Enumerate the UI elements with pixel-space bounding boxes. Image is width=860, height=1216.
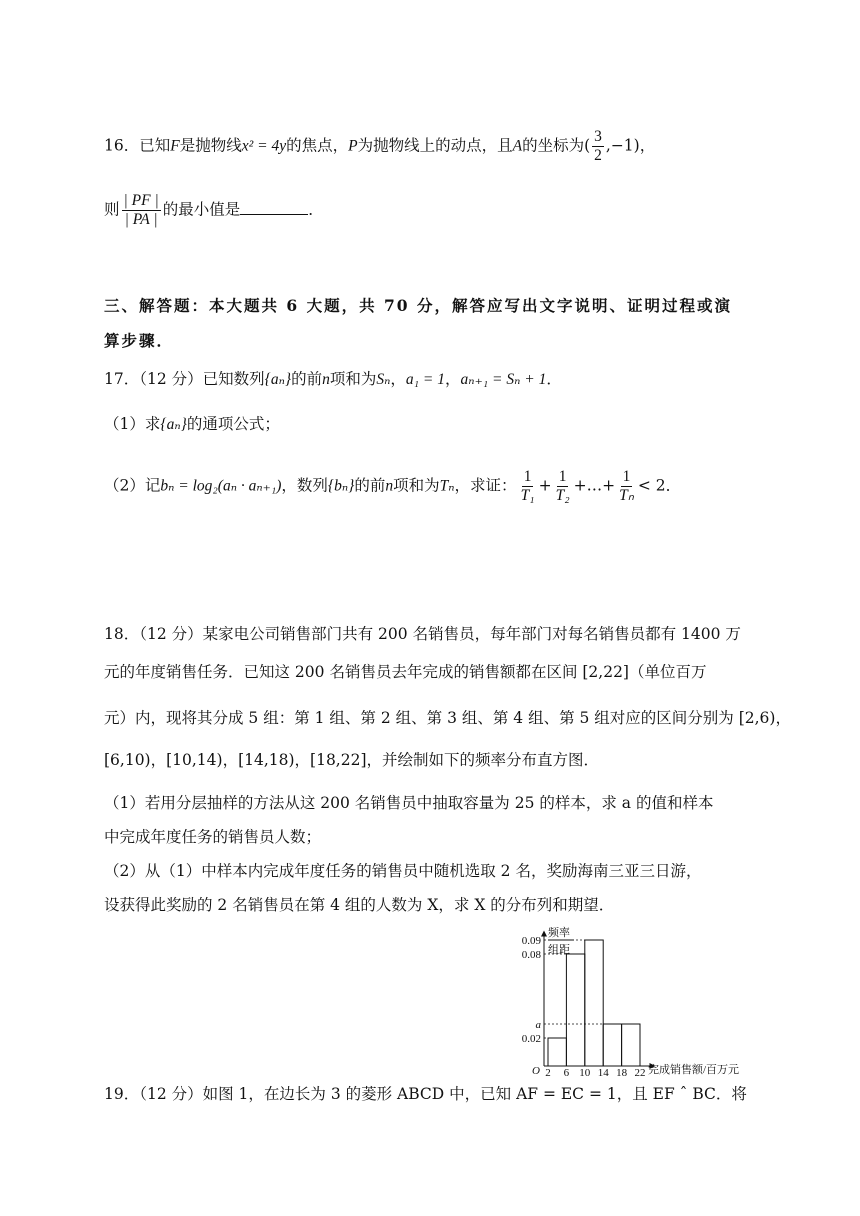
y-tick-label: 0.02: [521, 1033, 541, 1045]
sequence-b: {bₙ}: [327, 477, 355, 495]
section3-heading-cont: 算步骤．: [104, 331, 175, 350]
fraction-numerator: 1: [622, 468, 631, 485]
q16-text: ．: [308, 200, 324, 219]
fraction-denominator: 2: [594, 147, 602, 164]
q16-text: 的最小值是: [162, 200, 241, 219]
q16-line2: [104, 192, 324, 229]
q18-part1-line2: 中完成年度任务的销售员人数；: [104, 828, 322, 846]
y-label-bottom: 组距: [548, 944, 570, 956]
q16-text: 的坐标为: [522, 136, 585, 155]
histogram-bar: [585, 940, 603, 1066]
y-tick-label: 0.08: [521, 949, 541, 961]
q17-text: 的前: [291, 370, 323, 388]
y-label-top: 频率: [548, 927, 570, 939]
sequence-a: {aₙ}: [264, 371, 292, 388]
bn-definition: bₙ = log₂(aₙ · aₙ₊₁): [160, 477, 282, 495]
coord-open: (: [584, 136, 591, 155]
q16-text: 为抛物线上的动点，且: [357, 136, 513, 155]
q17-text: （1）求: [104, 415, 161, 433]
q17-text: （2）记: [104, 476, 161, 495]
fraction-numerator: 1: [558, 468, 567, 485]
fraction-numerator: 3: [594, 128, 602, 145]
q17-part2: [104, 468, 681, 505]
fraction-denominator: | PA |: [124, 211, 158, 228]
q18-part2-line1: （2）从（1）中样本内完成年度任务的销售员中随机选取 2 名，奖励海南三亚三日游，: [104, 862, 702, 880]
q16-text: 是抛物线: [179, 136, 242, 155]
q18-part1-line1: （1）若用分层抽样的方法从这 200 名销售员中抽取容量为 25 的样本，求 a 的值和样本: [104, 794, 714, 812]
var-n: n: [322, 371, 330, 388]
var-Tn: Tₙ: [439, 477, 455, 495]
initial-term: a₁ = 1: [405, 371, 446, 388]
sum-frac-1: [519, 468, 537, 505]
q18-line4: [6,10)，[10,14)，[14,18)，[18,22]，并绘制如下的频率分布直方图．: [104, 751, 600, 769]
q17-text: 的前: [354, 476, 386, 495]
x-tick-label: 2: [545, 1067, 551, 1076]
fraction-numerator: | PF |: [123, 192, 159, 209]
x-tick-label: 10: [579, 1067, 591, 1076]
q17-text: ．: [546, 370, 562, 388]
fraction-denominator: Tₙ: [619, 487, 634, 504]
section3-heading: 三、解答题：本大题共 6 大题，共 70 分，解答应写出文字说明、证明过程或演: [104, 296, 732, 315]
sum-frac-2: [554, 468, 572, 505]
histogram-bar: [622, 1024, 640, 1066]
q16-line1: [104, 128, 655, 165]
fraction-denominator: T₂: [555, 487, 570, 504]
x-tick-label: 14: [597, 1067, 609, 1076]
q19-line1: 19．（12 分）如图 1，在边长为 3 的菱形 ABCD 中，已知 AF = EC = 1，且 EF ˆ BC．将: [104, 1085, 747, 1103]
ratio-fraction: [122, 192, 161, 229]
var-P: P: [348, 137, 358, 155]
parabola-equation: x² = 4y: [241, 137, 287, 155]
y-tick-label: 0.09: [521, 935, 541, 947]
q18-part2-line2: 设获得此奖励的 2 名销售员在第 4 组的人数为 X，求 X 的分布列和期望．: [104, 896, 615, 914]
q17-text: 的通项公式；: [186, 415, 280, 433]
q17-stem: [104, 368, 562, 391]
q17-text: 17．（12 分）已知数列: [104, 370, 265, 388]
coord-close: ,−1)，: [605, 136, 656, 155]
x-tick-label: 6: [563, 1067, 570, 1076]
answer-blank: [240, 200, 308, 215]
y-tick-label: a: [535, 1019, 541, 1031]
x-tick-label: 18: [616, 1067, 628, 1076]
var-F: F: [170, 137, 180, 155]
var-n: n: [385, 477, 394, 495]
q17-text: 项和为: [329, 370, 377, 388]
fraction-denominator: T₁: [520, 487, 535, 504]
recurrence: aₙ₊₁ = Sₙ + 1: [460, 371, 547, 388]
q17-text: ，数列: [281, 476, 328, 495]
q16-text: 16．已知: [104, 136, 171, 155]
ellipsis-sum: +…+: [573, 476, 616, 495]
histogram-bar: [548, 1038, 566, 1066]
q16-text: 的焦点，: [286, 136, 349, 155]
origin-label: O: [532, 1065, 540, 1076]
x-tick-label: 22: [634, 1067, 646, 1076]
q17-text: ，求证：: [454, 476, 517, 495]
histogram-bar: [603, 1024, 621, 1066]
frequency-histogram: [510, 924, 770, 1076]
fraction-numerator: 1: [523, 468, 532, 485]
q18-line1: 18．（12 分）某家电公司销售部门共有 200 名销售员，每年部门对每名销售员都有 1400 万: [104, 625, 741, 643]
sum-frac-n: [617, 468, 636, 505]
q18-line3: 元）内，现将其分成 5 组：第 1 组、第 2 组、第 3 组、第 4 组、第 5 组对应的区间分别为 [2,6)，: [104, 709, 791, 727]
var-Sn: Sₙ: [376, 371, 391, 388]
q16-text: 则: [104, 200, 120, 219]
q18-line2: 元的年度销售任务．已知这 200 名销售员去年完成的销售额都在区间 [2,22]（单位百万: [104, 663, 707, 681]
q17-text: ，: [445, 370, 461, 388]
sequence-a: {aₙ}: [160, 416, 187, 433]
x-axis-label: 完成销售额/百万元: [648, 1064, 740, 1076]
var-A: A: [512, 137, 523, 155]
histogram-bar: [566, 954, 584, 1066]
q17-part1: [104, 413, 280, 436]
q17-text: ，: [390, 370, 406, 388]
plus-sign: +: [538, 476, 552, 495]
coord-fraction: [592, 128, 604, 165]
inequality-end: < 2．: [637, 476, 682, 495]
q17-text: 项和为: [393, 476, 440, 495]
